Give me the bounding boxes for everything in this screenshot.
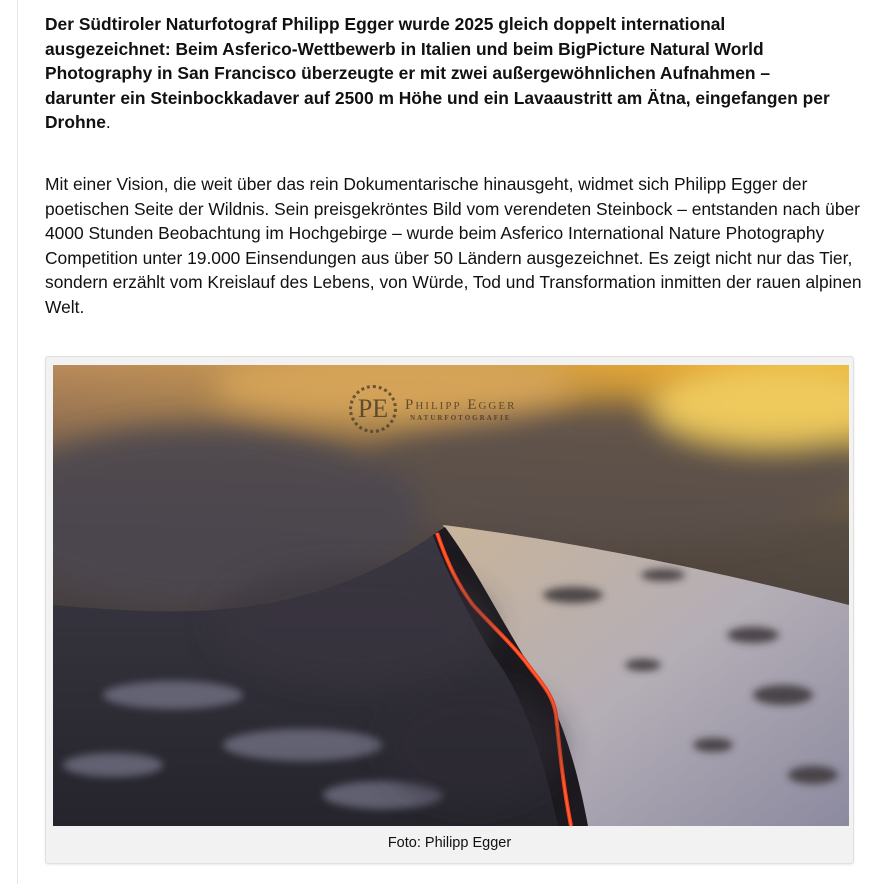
article-lead xyxy=(45,12,845,135)
left-border-rule xyxy=(17,0,18,884)
lead-text: Der Südtiroler Naturfotograf Philipp Egger wurde 2025 gleich doppelt international ausgezeichnet: Beim Asferico-Wettbewerb in Italien und beim BigPicture Natural World Photography in San Francisco überzeugte er mit zwei außergewöhnlichen Aufnahmen – darunter ein Steinbockkadaver auf 2500 m Höhe und ein Lavaaustritt am Ätna, eingefangen per Drohne xyxy=(45,14,830,132)
photo-watermark xyxy=(349,385,516,433)
photo-caption: Foto: Philipp Egger xyxy=(387,835,512,851)
lava-photo[interactable] xyxy=(53,365,849,826)
watermark-subtitle: NATURFOTOGRAFIE xyxy=(410,413,512,422)
watermark-name: Philipp Egger xyxy=(405,396,517,413)
article-paragraph: Mit einer Vision, die weit über das rein Dokumentarische hinausgeht, widmet sich Philipp Egger der poetischen Seite der Wildnis. Sein preisgekröntes Bild vom verendeten Steinbock – entstanden nach über 4000 Stunden Beobachtung im Hochgebirge – wurde beim Asferico International Nature Photography Competition unter 19.000 Einsendungen aus über 50 Ländern ausgezeichnet. Es zeigt nicht nur das Tier, sondern erzählt vom Kreislauf des Lebens, von Würde, Tod und Transformation inmitten der rauen alpinen Welt. xyxy=(45,174,862,317)
lead-period: . xyxy=(105,112,111,132)
photo-figure xyxy=(45,356,854,864)
monogram-logo-icon: PE xyxy=(349,385,397,433)
